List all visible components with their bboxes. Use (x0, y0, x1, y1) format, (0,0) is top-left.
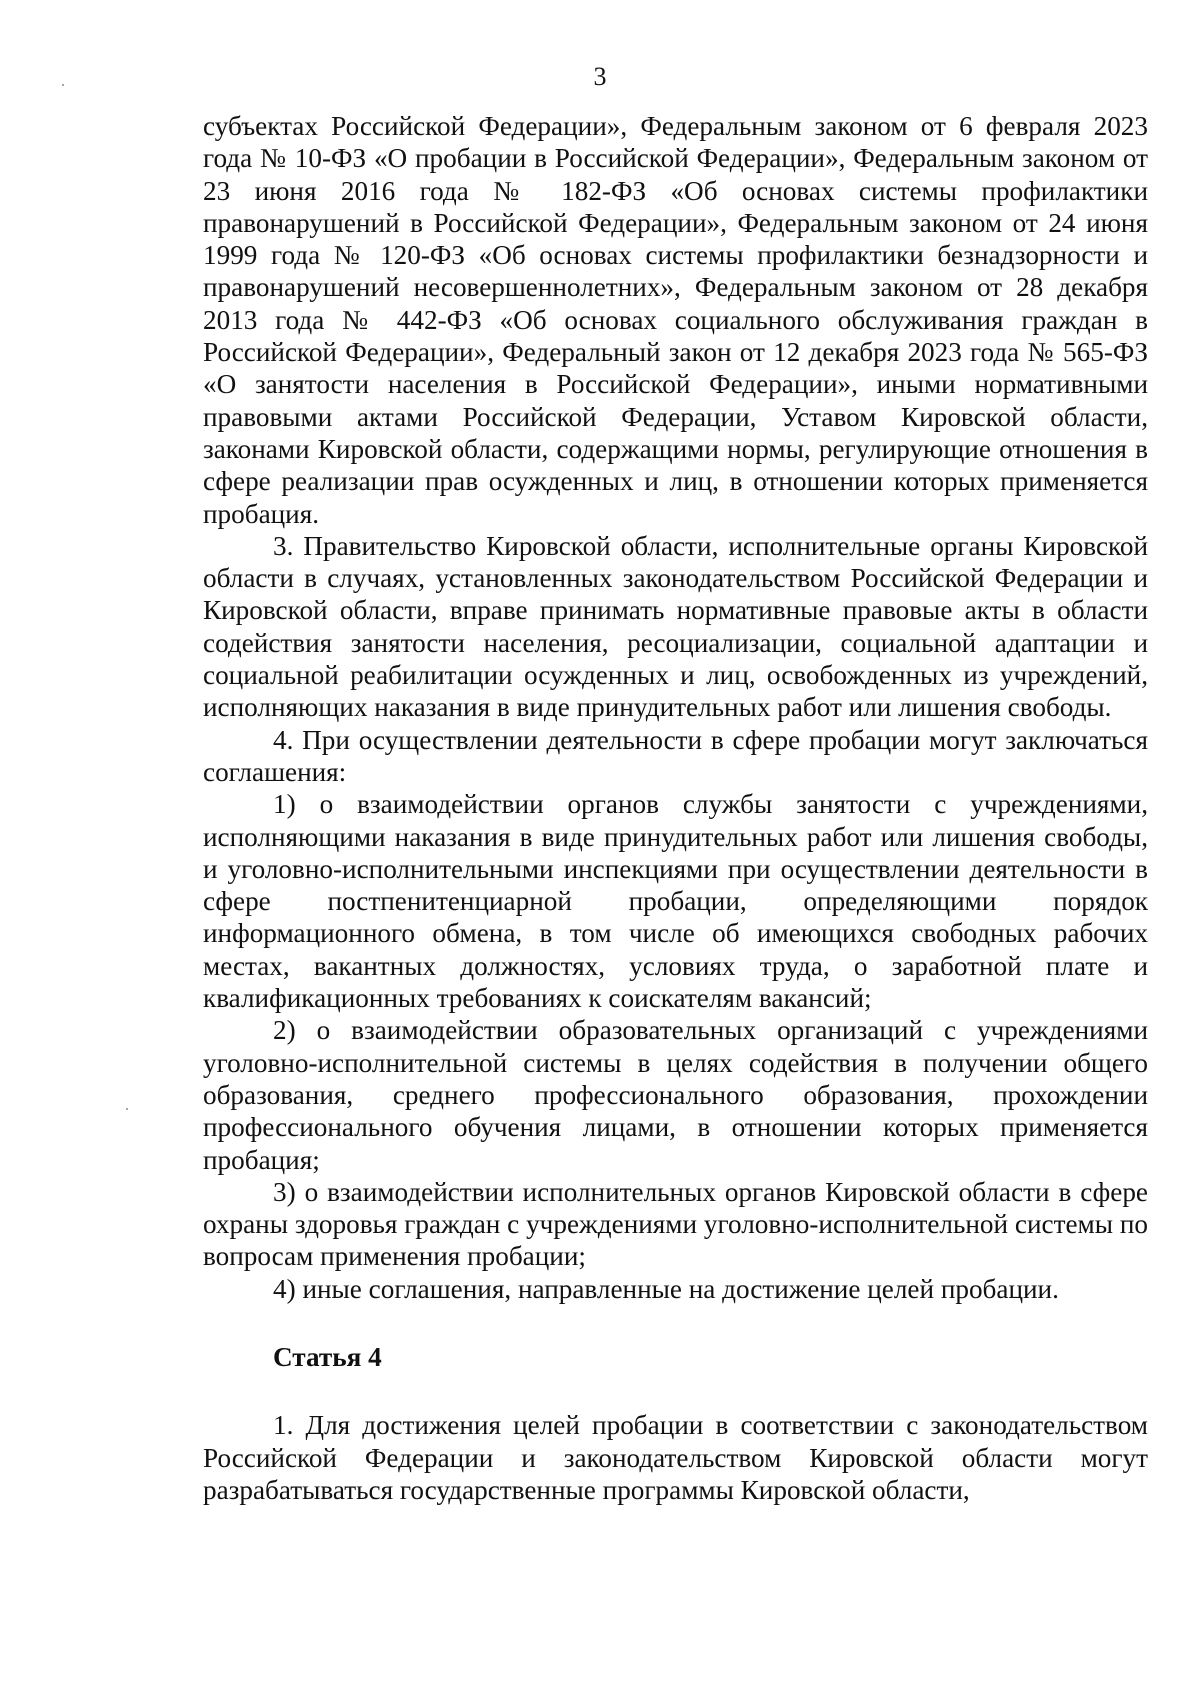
paragraph-item-4: 4. При осуществлении деятельности в сфере пробации могут заключаться соглашения: (203, 724, 1148, 787)
scan-speck (126, 1108, 128, 1110)
paragraph-item-3: 3. Правительство Кировской области, исполнительные органы Кировской области в случаях, установленных законодательством Российской Федерации и Кировской области, вправе принимать нормативные правовые акты в области содействия занятости населения, ресоциализации, социальной адаптации и социальной реабилитации осужденных и лиц, освобожденных из учреждений, исполняющих наказания в виде принудительных работ или лишения свободы. (203, 530, 1148, 723)
paragraph-subitem-4: 4) иные соглашения, направленные на достижение целей пробации. (273, 1273, 1059, 1304)
scan-speck (62, 84, 64, 86)
page-number: 3 (593, 62, 607, 91)
paragraph-legal-basis: субъектах Российской Федерации», Федеральным законом от 6 февраля 2023 года № 10-ФЗ «О пробации в Российской Федерации», Федеральным законом от 23 июня 2016 года № 182-ФЗ «Об основах системы профилактики правонарушений в Российской Федерации», Федеральным законом от 24 июня 1999 года № 120-ФЗ «Об основах системы профилактики безнадзорности и правонарушений несовершеннолетних», Федеральным законом от 28 декабря 2013 года № 442-ФЗ «Об основах социального обслуживания граждан в Российской Федерации», Федеральный закон от 12 декабря 2023 года № 565-ФЗ «О занятости населения в Российской Федерации», иными нормативными правовыми актами Российской Федерации, Уставом Кировской области, законами Кировской области, содержащими нормы, регулирующие отношения в сфере реализации прав осужденных и лиц, в отношении которых применяется пробация. (203, 111, 1148, 529)
paragraph-subitem-1: 1) о взаимодействии органов службы занятости с учреждениями, исполняющими наказания в виде принудительных работ или лишения свободы, и уголовно-исполнительными инспекциями при осуществлении деятельности в сфере постпенитенциарной пробации, определяющими порядок информационного обмена, в том числе об имеющихся свободных рабочих местах, вакантных должностях, условиях труда, о заработной плате и квалификационных требованиях к соискателям вакансий; (203, 789, 1148, 1014)
paragraph-subitem-2: 2) о взаимодействии образовательных организаций с учреждениями уголовно-исполнительной системы в целях содействия в получении общего образования, среднего профессионального образования, прохождении профессионального обучения лицами, в отношении которых применяется пробация; (203, 1015, 1148, 1175)
paragraph-subitem-3: 3) о взаимодействии исполнительных органов Кировской области в сфере охраны здоровья граждан с учреждениями уголовно-исполнительной системы по вопросам применения пробации; (203, 1176, 1148, 1272)
document-body (203, 110, 1148, 1506)
article-paragraph-1: 1. Для достижения целей пробации в соответствии с законодательством Российской Федерации и законодательством Кировской области могут разрабатываться государственные программы Кировской области, (203, 1410, 1148, 1505)
article-heading: Статья 4 (273, 1341, 382, 1372)
